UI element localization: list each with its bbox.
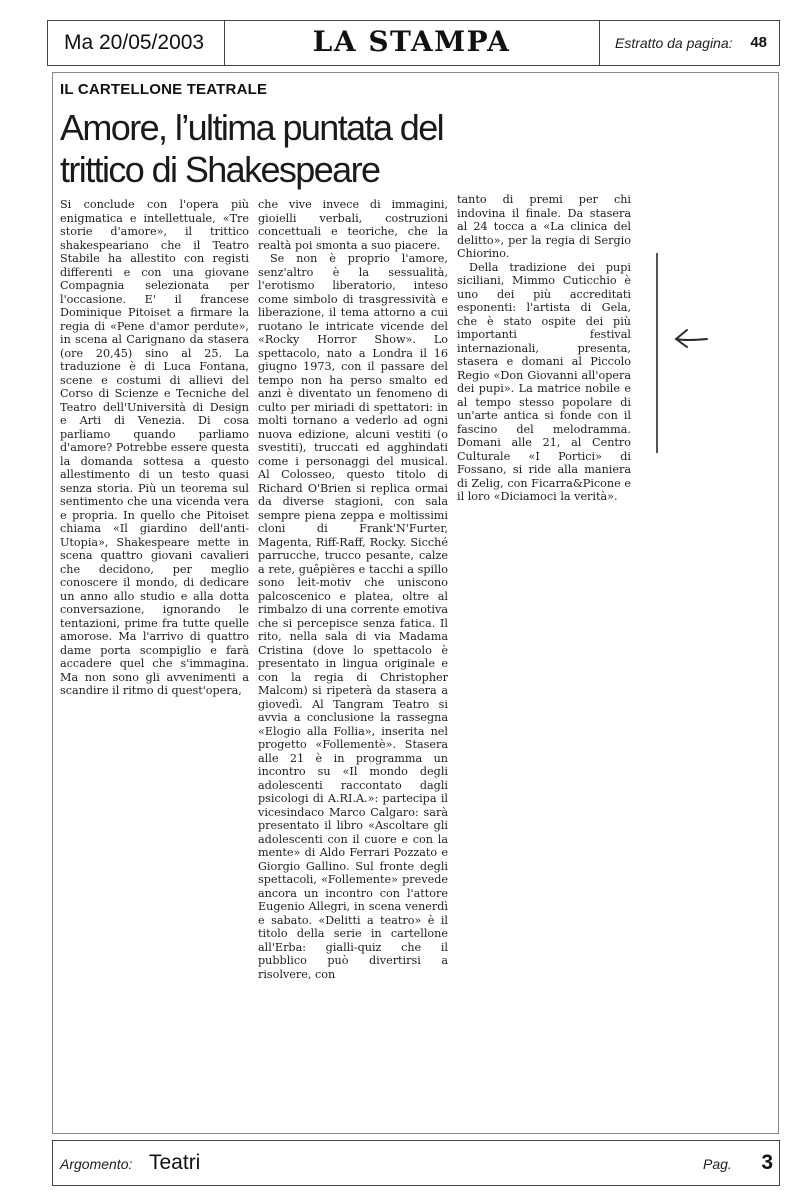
- page-label: Pag.: [703, 1156, 732, 1172]
- article-paragraph: Della tradizione dei pupi siciliani, Mimmo Cuticchio è uno dei più accreditati esponenti: l'artista di Gela, che è stato ospite dei più importanti festival internazionali, presenta, stasera e domani al Piccolo Regio «Don Giovanni all'opera dei pupi». La matrice nobile e al tempo stesso popolare di un'arte antica si fonde con il fascino del melodramma. Domani alle 21, al Centro Culturale «I Portici» di Fossano, si ride alla maniera di Zelig, con Ficarra&Picone e il loro «Diciamoci la verità».: [457, 260, 631, 503]
- article-column-3: [457, 193, 631, 504]
- article-paragraph: Si conclude con l'opera più enigmatica e intellettuale, «Tre storie d'amore», il trittico shakespeariano che il Teatro Stabile ha allestito con registi differenti e con una giovane Compagnia selezionata per l'occasione. E' il francese Dominique Pitoiset a firmare la regia di «Pene d'amor perdute», in scena al Carignano da stasera (ore 20,45) sino al 25. La traduzione è di Luca Fontana, scene e costumi di allievi del Corso di Scienze e Tecniche del Teatro dell'Università di Design e Arti di Venezia. Di cosa parliamo quando parliamo d'amore? Potrebbe essere questa la domanda sottesa a questo allestimento di un testo quasi senza storia. Più un teorema sul sentimento che una vicenda vera e propria. In quello che Pitoiset chiama «Il giardino dell'anti-Utopia», Shakespeare mette in scena quattro giovani cavalieri che decidono, per meglio conoscere il mondo, di dedicare un anno allo studio e alla dotta conversazione, ignorando le tentazioni, prime fra tutte quelle amorose. Ma l'arrivo di quattro dame porta scompiglio e farà accadere quel che s'immagina. Ma non sono gli avvenimenti a scandire il ritmo di quest'opera,: [60, 198, 249, 697]
- publication-date: Ma 20/05/2003: [64, 31, 205, 54]
- article-column-2: [258, 198, 448, 981]
- article-paragraph: Se non è proprio l'amore, senz'altro è la sessualità, l'erotismo liberatorio, inteso come simbolo di trasgressività e liberazione, il tema attorno a cui ruotano le intricate vicende del «Rocky Horror Show». Lo spettacolo, nato a Londra il 16 giugno 1973, con il passare del tempo non ha perso smalto ed anzi è diventato un fenomeno di culto per miriadi di spettatori: in molti tornano a vederlo ad ogni nuova edizione, alcuni vestiti (o svestiti), truccati ed agghindati come i personaggi del musical. Al Colosseo, questo titolo di Richard O'Brien si replica ormai da diverse stagioni, con sala sempre piena zeppa e moltissimi cloni di Frank'N'Furter, Magenta, Riff-Raff, Rocky. Sicché parrucche, trucco pesante, calze a rete, guêpières e tacchi a spillo sono leit-motiv che uniscono palcoscenico e platea, oltre al rimbalzo di una corrente emotiva che si percepisce senza fatica. Il rito, nella sala di via Madama Cristina (dove lo spettacolo è presentato in lingua originale e con la regia di Christopher Malcom) si ripeterà da stasera a giovedì. Al Tangram Teatro si avvia a conclusione la rassegna «Elogio alla Follia», inserita nel progetto «Follementè». Stasera alle 21 è in programma un incontro su «Il mondo degli adolescenti raccontato dagli psicologi di A.RI.A.»: partecipa il vicesindaco Marco Calgaro: sarà presentato il libro «Ascoltare gli adolescenti con il cuore e con la mente» di Aldo Ferrari Pozzato e Giorgio Gallino. Sul fronte degli spettacoli, «Follemente» prevede ancora un incontro con l'attore Eugenio Allegri, in scena venerdì e sabato. «Delitti a teatro» è il titolo della serie in cartellone all'Erba: gialli-quiz che il pubblico può divertirsi a risolvere, con: [258, 252, 448, 981]
- article-headline: Amore, l’ultima puntata del trittico di Shakespeare: [60, 107, 444, 190]
- clipping-header: [47, 20, 780, 66]
- section-label: IL CARTELLONE TEATRALE: [60, 81, 268, 98]
- clipping-footer: [52, 1140, 780, 1186]
- article-frame: [52, 72, 779, 1134]
- topic-label: Argomento:: [60, 1156, 133, 1172]
- page-number: 3: [761, 1151, 773, 1174]
- extract-page-label: Estratto da pagina:: [615, 35, 733, 51]
- header-divider: [599, 21, 600, 65]
- newspaper-masthead: LA STAMPA: [312, 25, 511, 58]
- article-paragraph: che vive invece di immagini, gioielli verbali, costruzioni concettuali e teoriche, che la realtà poi smonta a suo piacere.: [258, 198, 448, 252]
- article-paragraph: tanto di premi per chi indovina il finale. Da stasera al 24 tocca a «La clinica del delitto», per la regia di Sergio Chiorino.: [457, 193, 631, 260]
- extract-page-number: 48: [750, 34, 767, 51]
- margin-mark: [656, 253, 658, 453]
- topic-value: Teatri: [149, 1151, 201, 1174]
- article-column-1: [60, 198, 249, 698]
- arrow-left-icon: [673, 327, 709, 351]
